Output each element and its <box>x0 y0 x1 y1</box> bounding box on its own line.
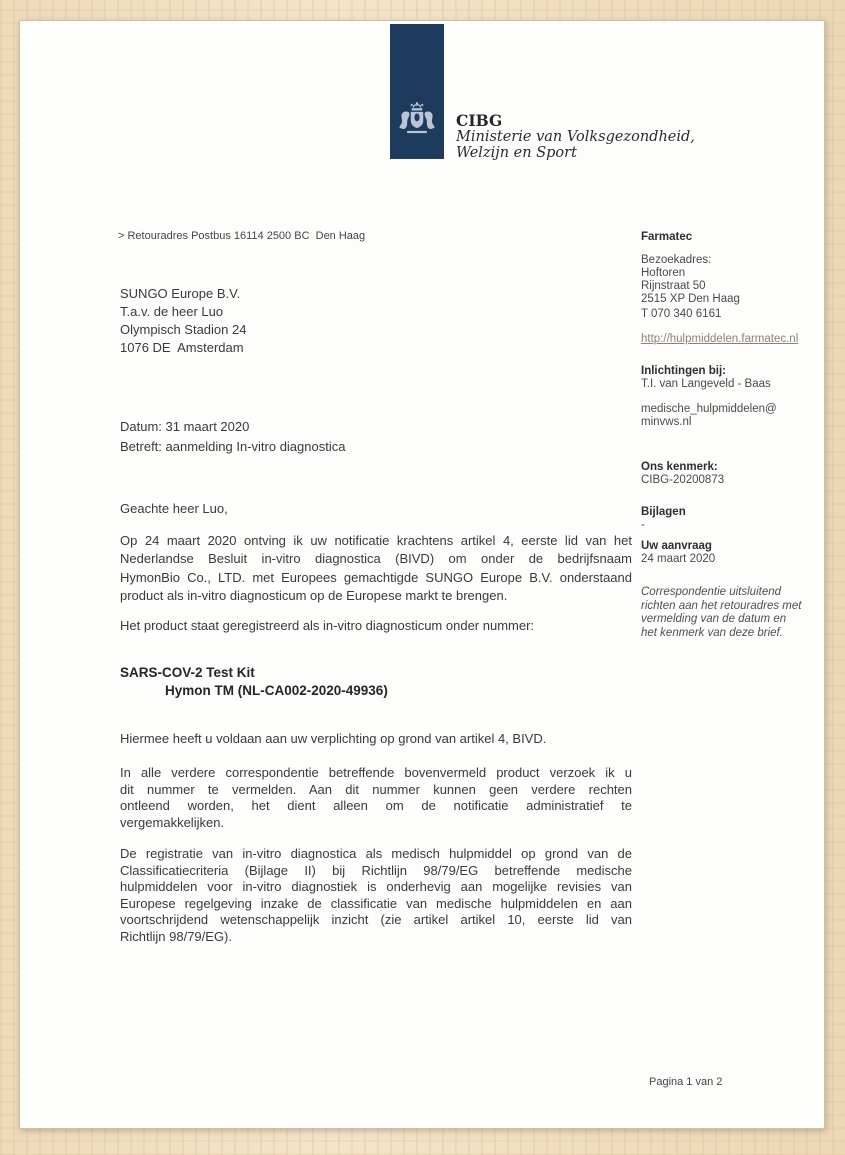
sidebar-website <box>641 333 798 346</box>
paragraph-line: ontleend worden, het dient alleen om de notificatie administratief te <box>120 798 632 813</box>
paragraph-line: De registratie van in-vitro diagnostica als medisch hulpmiddel op grond van de <box>120 846 632 861</box>
letter-page <box>19 20 825 1129</box>
request-label-text: Uw aanvraag <box>641 540 712 552</box>
sidebar-phone: T 070 340 6161 <box>641 308 722 320</box>
visit-address-label: Bezoekadres: <box>641 254 712 266</box>
note-line: het kenmerk van deze brief. <box>641 626 783 639</box>
email-line2: minvws.nl <box>641 416 692 428</box>
contact-label-text: Inlichtingen bij: <box>641 365 726 377</box>
request-label <box>641 540 715 553</box>
reference-value: CIBG-20200873 <box>641 474 725 486</box>
recipient-address <box>120 285 246 357</box>
paragraph-line: dit nummer te vermelden. Aan dit nummer kunnen geen verdere rechten <box>120 781 632 797</box>
recipient-attn: T.a.v. de heer Luo <box>120 304 224 319</box>
sidebar-visit-address <box>641 254 740 306</box>
logo-ministry-line2: Welzijn en Sport <box>456 144 577 161</box>
date-line: Datum: 31 maart 2020 <box>120 419 250 434</box>
sidebar-email <box>641 403 777 429</box>
paragraph-line: In alle verdere correspondentie betreffende bovenvermeld product verzoek ik u <box>120 765 632 780</box>
paragraph-line: Richtlijn 98/79/EG). <box>120 928 232 944</box>
recipient-street: Olympisch Stadion 24 <box>120 322 247 337</box>
attachments-label-text: Bijlagen <box>641 506 686 518</box>
visit-address-line: 2515 XP Den Haag <box>641 293 740 305</box>
recipient-city: 1076 DE Amsterdam <box>120 340 244 355</box>
attachments-value: - <box>641 519 645 531</box>
logo-org-name: CIBG <box>456 111 503 130</box>
farmatec-link[interactable]: http://hulpmiddelen.farmatec.nl <box>641 333 799 345</box>
sidebar-request <box>641 540 715 566</box>
email-line1: medische_hulpmiddelen@ <box>641 403 777 415</box>
registered-under-number-line: Het product staat geregistreerd als in-vitro diagnosticum onder nummer: <box>120 618 535 633</box>
request-value: 24 maart 2020 <box>641 553 716 565</box>
paragraph-correspondence <box>120 765 632 831</box>
product-name: SARS-COV-2 Test Kit <box>120 665 255 680</box>
sidebar-correspondence-note <box>641 586 817 640</box>
subject-line: Betreft: aanmelding In-vitro diagnostica <box>120 439 346 454</box>
paragraph-notification <box>120 532 632 605</box>
note-line: Correspondentie uitsluitend <box>641 586 782 598</box>
date-subject-block <box>120 417 345 457</box>
paragraph-line: Nederlandse Besluit in-vitro diagnostica (BIVD) om onder de bedrijfsnaam <box>120 551 632 567</box>
dutch-coat-of-arms-icon <box>396 99 438 148</box>
sidebar-reference <box>641 461 724 487</box>
return-address: > Retouradres Postbus 16114 2500 BC Den Haag <box>118 230 366 242</box>
compliance-line: Hiermee heeft u voldaan aan uw verplichting op grond van artikel 4, BIVD. <box>120 731 547 746</box>
reference-label <box>641 461 724 474</box>
attachments-label <box>641 506 686 519</box>
contact-name: T.I. van Langeveld - Baas <box>641 378 771 390</box>
sidebar-org-name <box>641 231 692 244</box>
sidebar-contact <box>641 365 771 391</box>
paragraph-line: hulpmiddelen voor in-vitro diagnostiek is onderhevig aan mogelijke revisies van <box>120 879 632 894</box>
paragraph-line: Op 24 maart 2020 ontving ik uw notificatie krachtens artikel 4, eerste lid van het <box>120 533 632 548</box>
contact-label <box>641 365 771 378</box>
paragraph-line: Classificatiecriteria (Bijlage II) bij Richtlijn 98/79/EG betreffende medische <box>120 862 632 878</box>
paragraph-line: product als in-vitro diagnosticum op de Europese markt te brengen. <box>120 587 508 603</box>
paragraph-registration-classification <box>120 846 632 945</box>
paragraph-line: Europese regelgeving inzake de classificatie van medische hulpmiddelen en aan <box>120 895 632 911</box>
note-line: richten aan het retouradres met <box>641 599 802 612</box>
note-line: vermelding van de datum en <box>641 613 787 625</box>
paragraph-line: voortschrijdend wetenschappelijk inzicht (zie artikel artikel 10, eerste lid van <box>120 912 632 927</box>
paragraph-line: vergemakkelijken. <box>120 814 225 830</box>
reference-label-text: Ons kenmerk: <box>641 461 718 473</box>
paragraph-line: HymonBio Co., LTD. met Europees gemachtigde SUNGO Europe B.V. onderstaand <box>120 569 632 585</box>
salutation: Geachte heer Luo, <box>120 501 228 516</box>
logo-wordmark <box>456 111 695 161</box>
logo-ministry-line1: Ministerie van Volksgezondheid, <box>456 129 695 145</box>
page-number: Pagina 1 van 2 <box>649 1076 723 1088</box>
visit-address-line: Hoftoren <box>641 267 686 279</box>
product-block <box>120 664 388 700</box>
recipient-company: SUNGO Europe B.V. <box>120 286 241 301</box>
sidebar-attachments <box>641 506 686 532</box>
visit-address-line: Rijnstraat 50 <box>641 280 706 292</box>
product-registration-number: Hymon TM (NL-CA002-2020-49936) <box>165 683 388 698</box>
sidebar-org-label: Farmatec <box>641 231 693 243</box>
logo-banner <box>390 24 444 159</box>
